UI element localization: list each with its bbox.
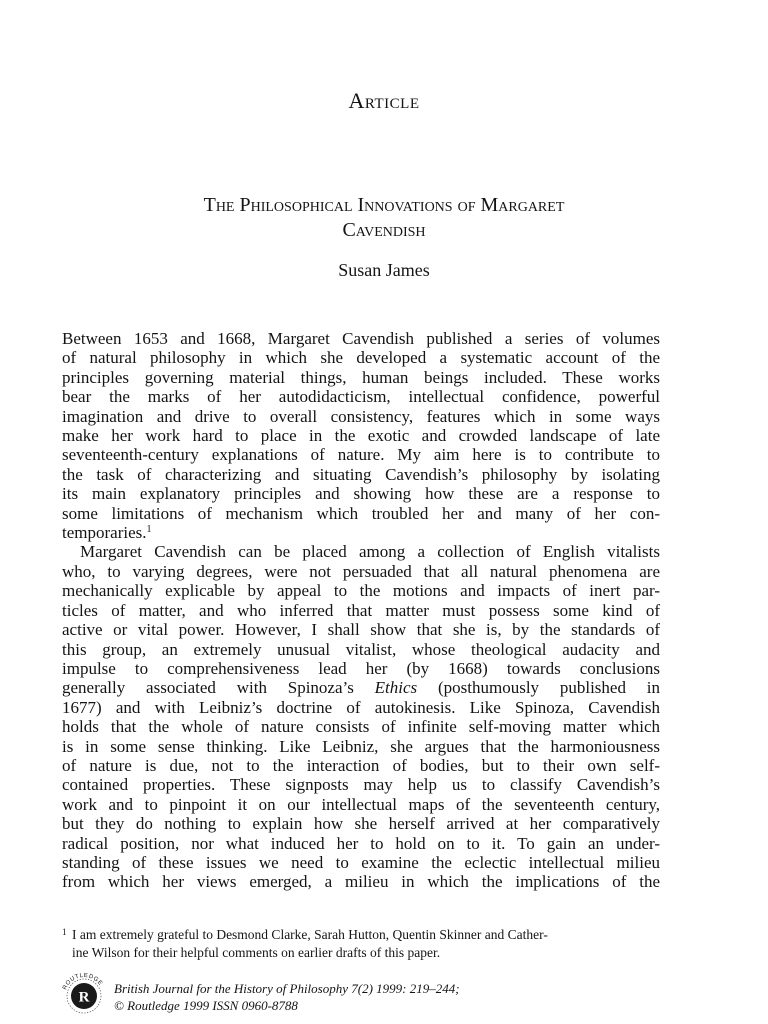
- body-line: standing of these issues we need to examine the eclectic intellectual milieu: [62, 852, 660, 872]
- body-line: mechanically explicable by appeal to the motions and impacts of inert par-: [62, 581, 660, 601]
- body-line-with-note: [62, 523, 660, 542]
- body-line: ticles of matter, and who inferred that matter must possess some kind of: [62, 600, 660, 620]
- article-author: Susan James: [338, 260, 430, 280]
- section-label: Article: [348, 88, 420, 113]
- article-body: [62, 329, 660, 892]
- body-line: radical position, nor what induced her to hold on to it. To gain an under-: [62, 833, 660, 853]
- body-line: this group, an extremely unusual vitalist, whose theological audacity and: [62, 639, 660, 659]
- body-line-text: generally associated with Spinoza’s: [62, 678, 375, 698]
- footnote-marker: 1: [62, 927, 67, 937]
- journal-info: [114, 980, 634, 1014]
- body-line-text: temporaries.: [62, 523, 147, 543]
- body-line: principles governing material things, human beings included. These works: [62, 367, 660, 387]
- ethics-title: Ethics: [374, 678, 418, 698]
- body-line: of natural philosophy in which she developed a systematic account of the: [62, 348, 660, 368]
- body-line: work and to pinpoint it on our intellectual maps of the seventeenth century,: [62, 794, 660, 814]
- body-line-text: (posthumously published in: [417, 678, 660, 698]
- body-line: contained properties. These signposts may help us to classify Cavendish’s: [62, 775, 660, 795]
- body-line: is in some sense thinking. Like Leibniz, she argues that the harmoniousness: [62, 736, 660, 756]
- body-line: who, to varying degrees, were not persuaded that all natural phenomena are: [62, 561, 660, 581]
- body-line: make her work hard to place in the exotic and crowded landscape of late: [62, 426, 660, 446]
- article-title-line-1: The Philosophical Innovations of Margaret: [203, 194, 565, 216]
- body-line: active or vital power. However, I shall show that she is, by the standards of: [62, 620, 660, 640]
- body-line: seventeenth-century explanations of nature. My aim here is to contribute to: [62, 445, 660, 465]
- logo-arc-text: ROUTLEDGE: [62, 972, 104, 991]
- body-line: but they do nothing to explain how she herself arrived at her comparatively: [62, 814, 660, 834]
- article-title: [80, 193, 688, 243]
- body-line: from which her views emerged, a milieu in which the implications of the: [62, 872, 660, 892]
- body-line: Margaret Cavendish can be placed among a collection of English vitalists: [80, 542, 660, 562]
- body-line: imagination and drive to overall consistency, features which in some ways: [62, 406, 660, 426]
- body-line: of nature is due, not to the interaction of bodies, but to their own self-: [62, 755, 660, 775]
- body-line: some limitations of mechanism which troubled her and many of her con-: [62, 503, 660, 523]
- paragraph-2: [62, 542, 660, 891]
- footnote: [62, 926, 660, 962]
- body-line: the task of characterizing and situating Cavendish’s philosophy by isolating: [62, 464, 660, 484]
- copyright-line: © Routledge 1999 ISSN 0960-8788: [114, 998, 298, 1013]
- body-line-ethics: [62, 678, 660, 697]
- article-title-line-2: Cavendish: [342, 219, 426, 241]
- journal-citation: British Journal for the History of Philosophy 7(2) 1999: 219–244;: [114, 981, 460, 996]
- footnote-reference: 1: [146, 524, 152, 536]
- paragraph-1: [62, 329, 660, 542]
- body-line: Between 1653 and 1668, Margaret Cavendish published a series of volumes: [62, 329, 660, 348]
- body-line: its main explanatory principles and showing how these are a response to: [62, 484, 660, 504]
- footnote-line: I am extremely grateful to Desmond Clarke, Sarah Hutton, Quentin Skinner and Cather-: [72, 927, 548, 942]
- body-line: bear the marks of her autodidacticism, intellectual confidence, powerful: [62, 387, 660, 407]
- body-line: holds that the whole of nature consists of infinite self-moving matter which: [62, 717, 660, 737]
- footnote-line: ine Wilson for their helpful comments on earlier drafts of this paper.: [72, 945, 441, 960]
- logo-letter: R: [78, 989, 90, 1006]
- routledge-logo-icon: [58, 966, 110, 1018]
- body-line: 1677) and with Leibniz’s doctrine of autokinesis. Like Spinoza, Cavendish: [62, 697, 660, 717]
- body-line: impulse to comprehensiveness lead her (by 1668) towards conclusions: [62, 658, 660, 678]
